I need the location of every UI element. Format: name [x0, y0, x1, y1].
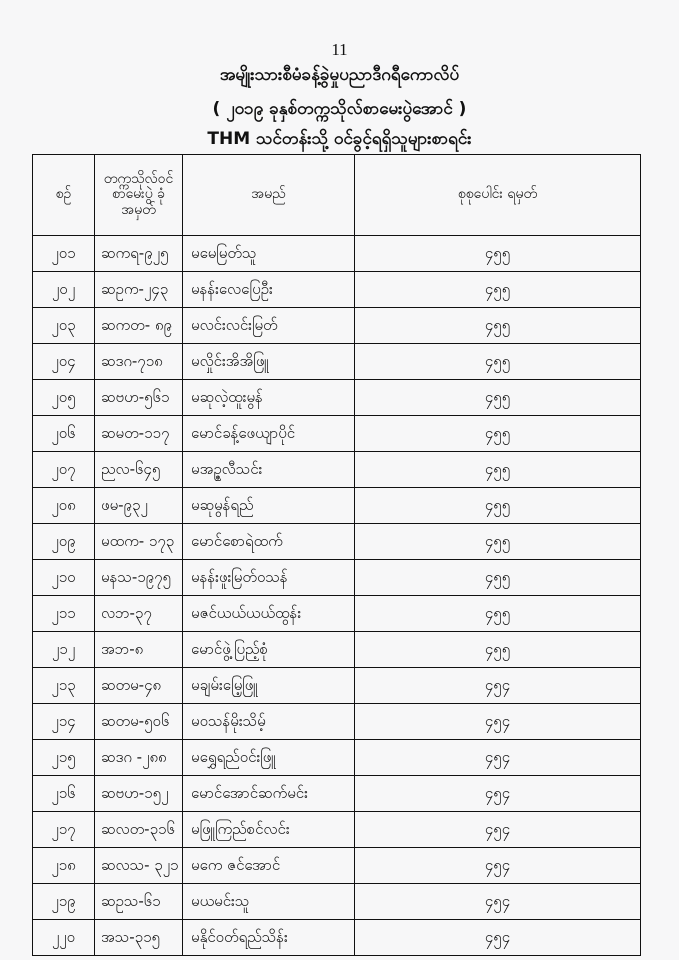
total-score: ၄၅၅	[355, 236, 641, 272]
row-number: ၂၂၀	[33, 920, 95, 956]
student-name: မဆုမွန်ရည်	[183, 488, 355, 524]
table-row	[33, 668, 641, 704]
table-row	[33, 812, 641, 848]
roll-number: ဆလသ- ၃၂၁	[95, 848, 183, 884]
row-number: ၂၁၇	[33, 812, 95, 848]
total-score: ၄၅၄	[355, 848, 641, 884]
student-name: မကေ ဇင်အောင်	[183, 848, 355, 884]
total-score: ၄၅၄	[355, 920, 641, 956]
student-name: မလှိုင်းအိအိဖြူ	[183, 344, 355, 380]
total-score: ၄၅၅	[355, 560, 641, 596]
roll-number: မနသ-၁၉၇၅	[95, 560, 183, 596]
roll-number: လဘ-၃၇	[95, 596, 183, 632]
row-number: ၂၀၇	[33, 452, 95, 488]
table-header	[33, 155, 641, 236]
roll-number: ဖမ-၉၃၂	[95, 488, 183, 524]
row-number: ၂၀၄	[33, 344, 95, 380]
row-number: ၂၁၄	[33, 704, 95, 740]
table-row	[33, 488, 641, 524]
student-name: မောင်ဖွဲ့ပြည့်စုံ	[183, 632, 355, 668]
table-row	[33, 236, 641, 272]
total-score: ၄၅၅	[355, 344, 641, 380]
exam-year-subtitle: ( ၂၀၁၉ ခုနှစ်တက္ကသိုလ်စာမေးပွဲအောင် )	[212, 99, 467, 119]
row-number: ၂၀၂	[33, 272, 95, 308]
table-row	[33, 344, 641, 380]
total-score: ၄၅၅	[355, 452, 641, 488]
roll-number: ဆဗဟ-၅၆၁	[95, 380, 183, 416]
table-row	[33, 776, 641, 812]
table-row	[33, 884, 641, 920]
roll-number: ဆကတ- ၈၉	[95, 308, 183, 344]
table-row	[33, 596, 641, 632]
table-row	[33, 920, 641, 956]
roll-number: ဆဥက-၂၄၃	[95, 272, 183, 308]
roll-number: ဆဒဂ-၇၁၈	[95, 344, 183, 380]
roll-number: ဆဥသ-၆၁	[95, 884, 183, 920]
roll-number: ဆတမ-၄၈	[95, 668, 183, 704]
student-name: မောင်စောရဲထက်	[183, 524, 355, 560]
roll-number: ဆလတ-၃၁၆	[95, 812, 183, 848]
roll-number: အဘ-၈	[95, 632, 183, 668]
header-name: အမည်	[183, 155, 355, 236]
total-score: ၄၅၅	[355, 632, 641, 668]
row-number: ၂၁၈	[33, 848, 95, 884]
row-number: ၂၀၉	[33, 524, 95, 560]
row-number: ၂၀၅	[33, 380, 95, 416]
student-name: မမေမြတ်သူ	[183, 236, 355, 272]
table-row	[33, 452, 641, 488]
roll-number: ဆမတ-၁၁၇	[95, 416, 183, 452]
row-number: ၂၁၉	[33, 884, 95, 920]
roll-number: ဆဗဟ-၁၅၂	[95, 776, 183, 812]
student-name: မလင်းလင်းမြတ်	[183, 308, 355, 344]
roll-number: ဆတမ-၅၀၆	[95, 704, 183, 740]
total-score: ၄၅၄	[355, 740, 641, 776]
table-row	[33, 632, 641, 668]
row-number: ၂၁၆	[33, 776, 95, 812]
college-title: အမျိုးသားစီမံခန့်ခွဲမှုပညာဒီဂရီကောလိပ်	[219, 65, 460, 85]
table-body	[33, 236, 641, 956]
row-number: ၂၁၁	[33, 596, 95, 632]
student-name: မနန်းဖူးမြတ်ဝသန်	[183, 560, 355, 596]
header-roll-number: တက္ကသိုလ်ဝင် စာမေးပွဲ ခုံအမှတ်	[95, 155, 183, 236]
list-title: THM သင်တန်းသို့ ဝင်ခွင့်ရရှိသူများစာရင်း	[207, 129, 472, 149]
row-number: ၂၁၃	[33, 668, 95, 704]
student-name: မောင်အောင်ဆက်မင်း	[183, 776, 355, 812]
table-row	[33, 272, 641, 308]
table-row	[33, 416, 641, 452]
total-score: ၄၅၄	[355, 704, 641, 740]
roll-number: ညလ-၆၄၅	[95, 452, 183, 488]
table-row	[33, 524, 641, 560]
student-name: မဇင်ယယ်ယယ်ထွန်း	[183, 596, 355, 632]
roll-number: မထက- ၁၇၃	[95, 524, 183, 560]
total-score: ၄၅၅	[355, 596, 641, 632]
total-score: ၄၅၅	[355, 308, 641, 344]
row-number: ၂၀၃	[33, 308, 95, 344]
roll-number: ဆကရ-၉၂၅	[95, 236, 183, 272]
student-name: မရွှေရည်ဝင်းဖြူ	[183, 740, 355, 776]
student-name: မနိုင်ဝတ်ရည်သိန်း	[183, 920, 355, 956]
total-score: ၄၅၄	[355, 812, 641, 848]
row-number: ၂၀၈	[33, 488, 95, 524]
total-score: ၄၅၅	[355, 524, 641, 560]
table-row	[33, 704, 641, 740]
roll-number: အသ-၃၁၅	[95, 920, 183, 956]
student-name: မချမ်းမြေ့ဖြူ	[183, 668, 355, 704]
student-name: မယမင်းသူ	[183, 884, 355, 920]
roll-number: ဆဒဂ -၂၈၈	[95, 740, 183, 776]
row-number: ၂၀၁	[33, 236, 95, 272]
row-number: ၂၁၅	[33, 740, 95, 776]
total-score: ၄၅၅	[355, 272, 641, 308]
table-row	[33, 308, 641, 344]
student-name: မဖြူကြည်စင်လင်း	[183, 812, 355, 848]
header-total-score: စုစုပေါင်း ရမှတ်	[355, 155, 641, 236]
row-number: ၂၁၂	[33, 632, 95, 668]
row-number: ၂၀၆	[33, 416, 95, 452]
student-name: မဆုလဲ့ထူးမွန်	[183, 380, 355, 416]
total-score: ၄၅၄	[355, 668, 641, 704]
student-name: မောင်ခန့်ဖေယျာပိုင်	[183, 416, 355, 452]
table-row	[33, 740, 641, 776]
total-score: ၄၅၅	[355, 488, 641, 524]
table-row	[33, 380, 641, 416]
student-name: မအဥ္ဇလီသင်း	[183, 452, 355, 488]
admission-table	[32, 154, 641, 956]
total-score: ၄၅၅	[355, 380, 641, 416]
total-score: ၄၅၅	[355, 416, 641, 452]
header-no: စဉ်	[33, 155, 95, 236]
page-number: 11	[331, 40, 348, 59]
row-number: ၂၁၀	[33, 560, 95, 596]
table-row	[33, 560, 641, 596]
total-score: ၄၅၄	[355, 884, 641, 920]
student-name: မနန်းလေပြေဦး	[183, 272, 355, 308]
total-score: ၄၅၄	[355, 776, 641, 812]
table-row	[33, 848, 641, 884]
student-name: မဝသန်မိုးသိမ့်	[183, 704, 355, 740]
